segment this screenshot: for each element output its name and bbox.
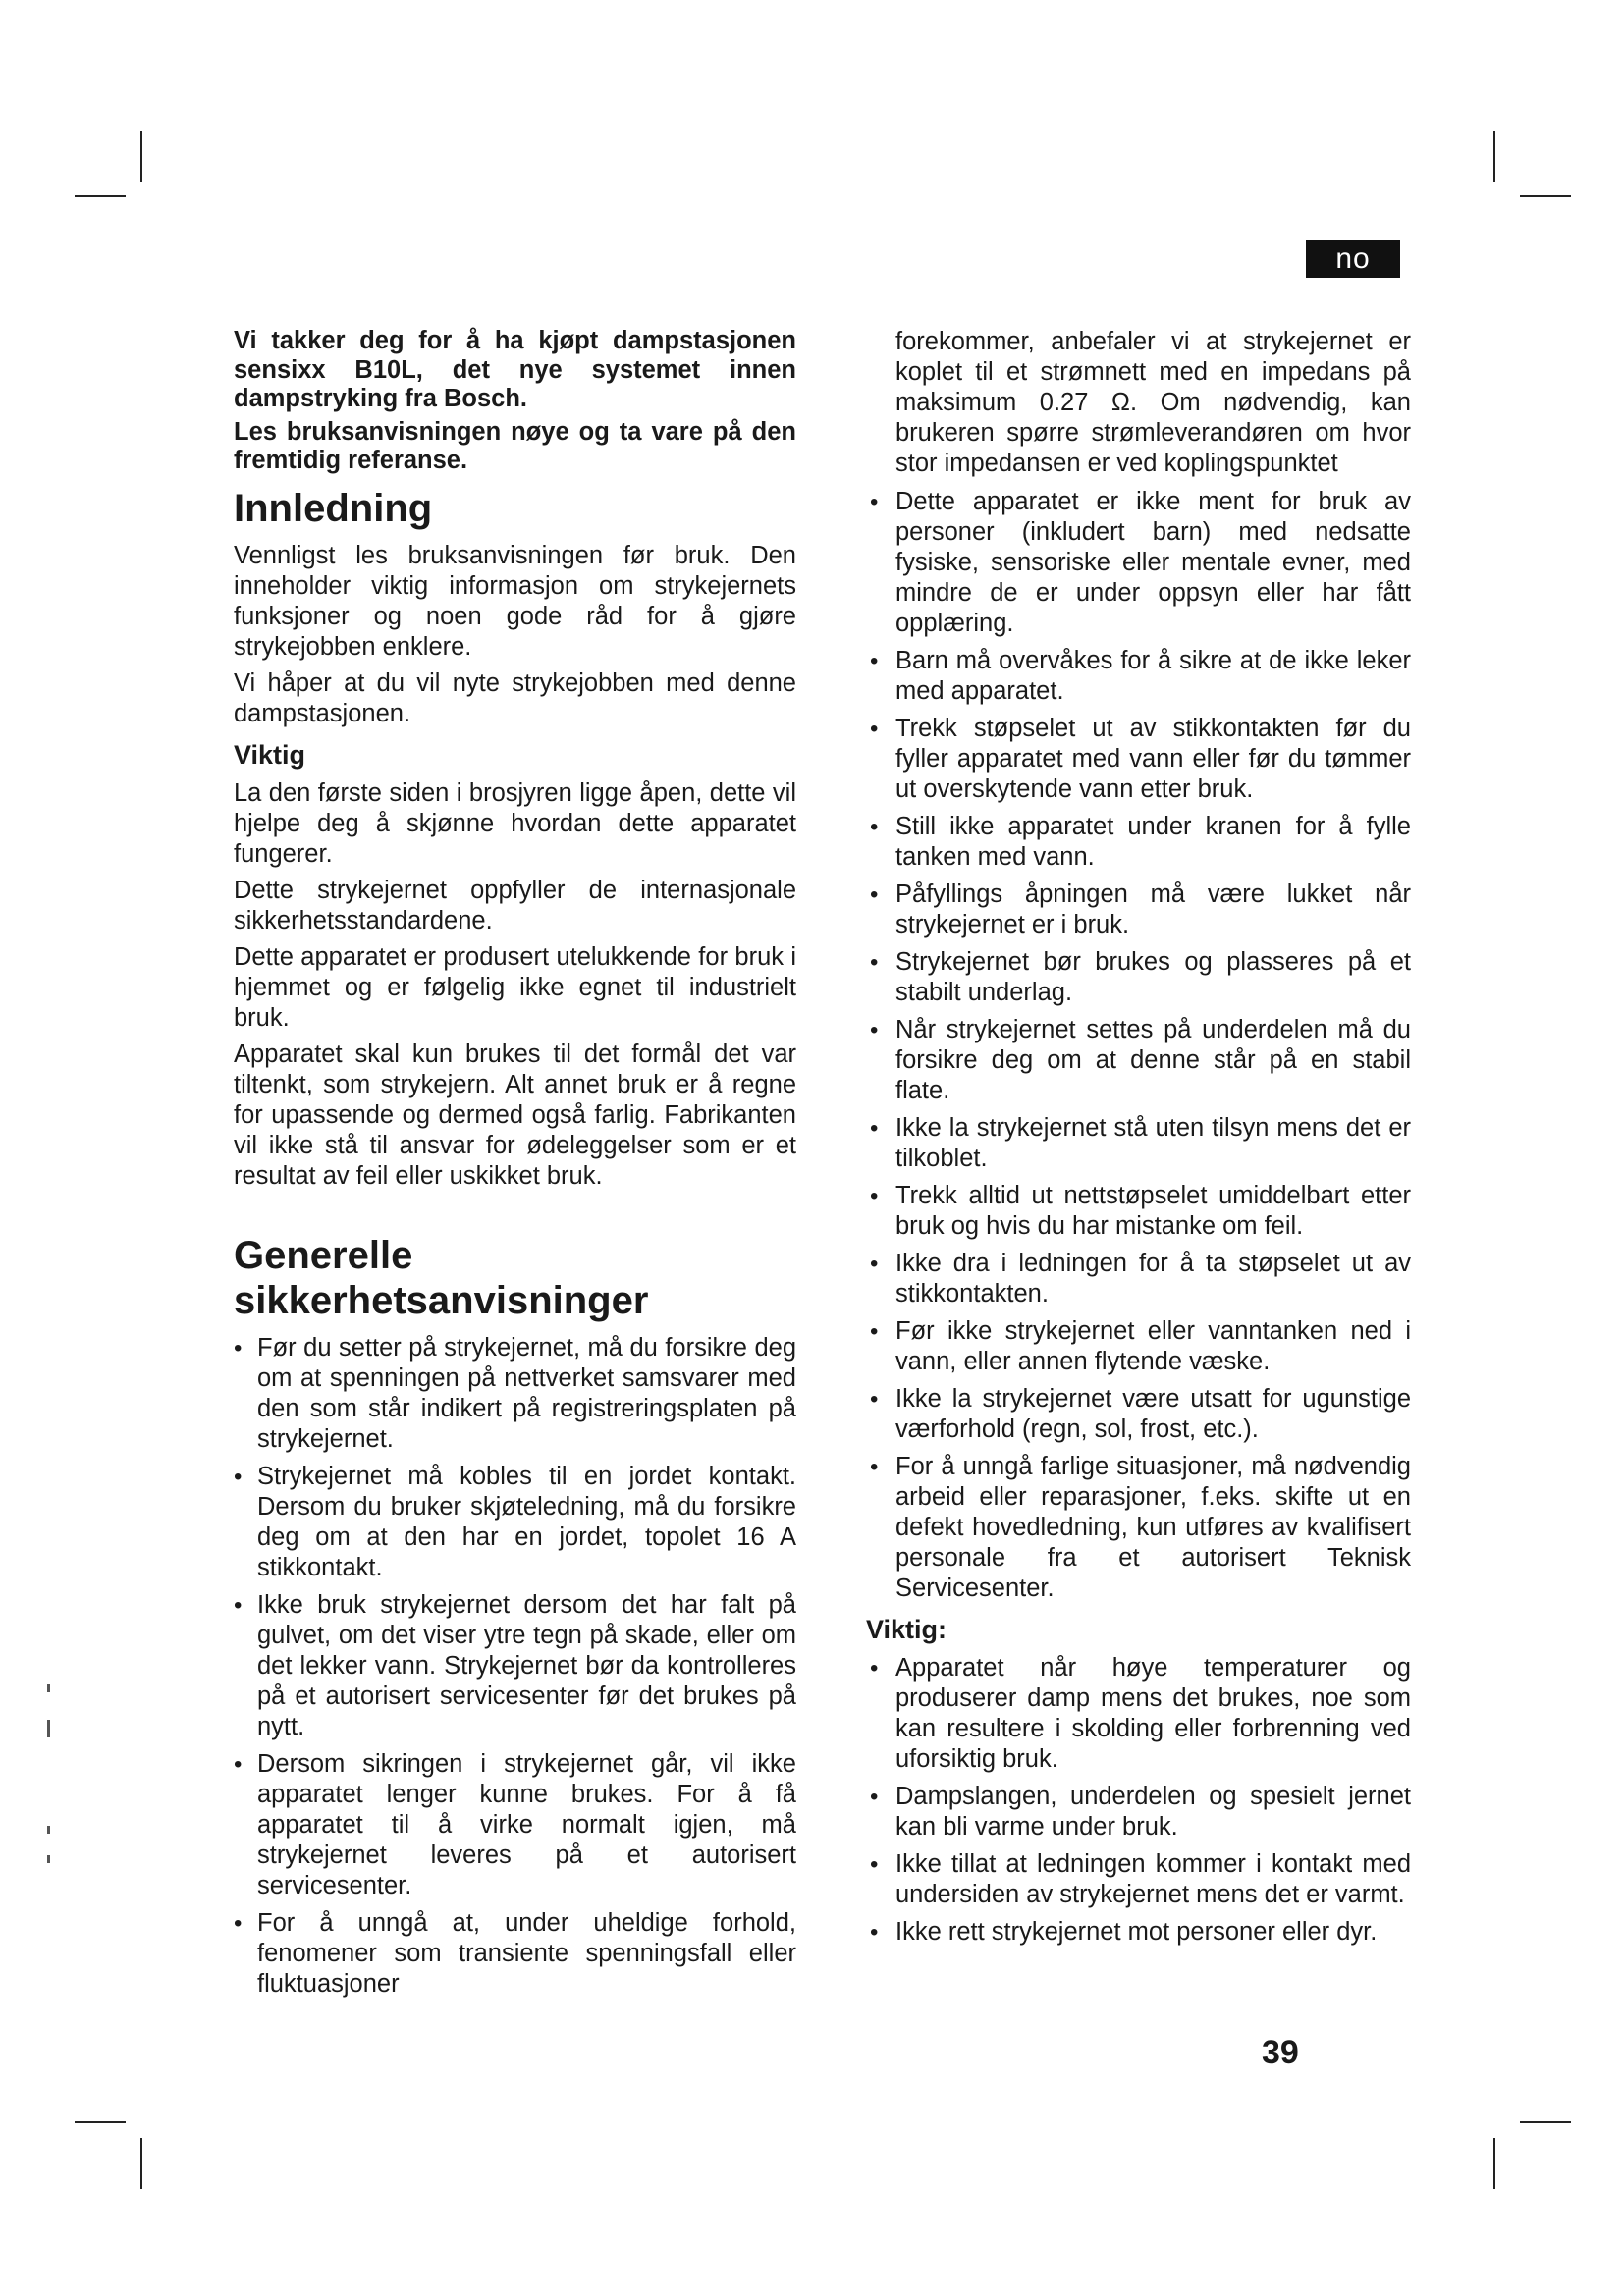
- right-column: [866, 327, 1411, 1954]
- safety-list-right: [866, 487, 1411, 1604]
- heading-generelle: [234, 1233, 796, 1323]
- crop-mark-bottom-right-horizontal: [1520, 2121, 1571, 2123]
- crop-mark-top-right-vertical: [1493, 131, 1495, 182]
- list-item-continuation: forekommer, anbefaler vi at strykejernet er koplet til et strømnett med en impedans på maksimum 0.27 Ω. Om nødvendig, kan brukeren spørre strømleverandøren om hvor stor impedansen er ved koplingspunktet: [895, 328, 1411, 477]
- list-item: • Før ikke strykejernet eller vanntanken ned i vann, eller annen flytende væske.: [866, 1316, 1411, 1377]
- margin-speck: [47, 1855, 50, 1863]
- list-item: • Ikke bruk strykejernet dersom det har falt på gulvet, om det viser ytre tegn på skade, eller om det lekker vann. Strykejernet bør da kontrolleres på et autorisert servicesenter før det brukes på nytt.: [234, 1590, 796, 1742]
- list-item: • Ikke la strykejernet være utsatt for ugunstige værforhold (regn, sol, frost, etc.).: [866, 1384, 1411, 1445]
- crop-mark-top-left-horizontal: [75, 195, 126, 197]
- list-item: • Trekk støpselet ut av stikkontakten før du fyller apparatet med vann eller før du tømmer ut overskytende vann etter bruk.: [866, 714, 1411, 805]
- innledning-paragraph: Vennligst les bruksanvisningen før bruk. Den inneholder viktig informasjon om strykejernets funksjoner og noen gode råd for å gjøre strykejobben enklere.: [234, 541, 796, 661]
- list-item: • Strykejernet må kobles til en jordet kontakt. Dersom du bruker skjøteledning, må du forsikre deg om at den har en jordet, topolet 16 A stikkontakt.: [234, 1462, 796, 1583]
- intro-read-instructions: Les bruksanvisningen nøye og ta vare på den fremtidig referanse.: [234, 417, 796, 474]
- safety-list-left: [234, 1333, 796, 2000]
- heading-innledning: Innledning: [234, 486, 433, 530]
- margin-speck: [47, 1684, 50, 1692]
- list-item: • Barn må overvåkes for å sikre at de ikke leker med apparatet.: [866, 646, 1411, 707]
- crop-mark-top-left-vertical: [140, 131, 142, 182]
- viktig-paragraph: La den første siden i brosjyren ligge åpen, dette vil hjelpe deg å skjønne hvordan dette apparatet fungerer.: [234, 778, 796, 868]
- list-item: • For å unngå at, under uheldige forhold, fenomener som transiente spenningsfall eller fluktuasjoner: [234, 1908, 796, 2000]
- left-column: [234, 327, 796, 2006]
- page-number: 39: [1262, 2034, 1299, 2071]
- list-item: • Ikke dra i ledningen for å ta støpselet ut av stikkontakten.: [866, 1249, 1411, 1309]
- list-item: • Dette apparatet er ikke ment for bruk av personer (inkludert barn) med nedsatte fysiske, sensoriske eller mentale evner, med mindre de er under oppsyn eller har fått opplæring.: [866, 487, 1411, 639]
- list-item: • Strykejernet bør brukes og plasseres på et stabilt underlag.: [866, 947, 1411, 1008]
- list-item: • Dampslangen, underdelen og spesielt jernet kan bli varme under bruk.: [866, 1782, 1411, 1842]
- list-item: • Ikke tillat at ledningen kommer i kontakt med undersiden av strykejernet mens det er varmt.: [866, 1849, 1411, 1910]
- list-item: • Ikke rett strykejernet mot personer eller dyr.: [866, 1917, 1411, 1948]
- intro-thanks: Vi takker deg for å ha kjøpt dampstasjonen sensixx B10L, det nye systemet innen dampstryking fra Bosch.: [234, 327, 796, 412]
- viktig-paragraph: Dette strykejernet oppfyller de internasjonale sikkerhetsstandardene.: [234, 876, 796, 934]
- heading-generelle-line1: Generelle: [234, 1233, 413, 1277]
- viktig-paragraph: Apparatet skal kun brukes til det formål det var tiltenkt, som strykejern. Alt annet bruk er å regne for upassende og dermed også farlig. Fabrikanten vil ikke stå til ansvar for ødeleggelser som er et resultat av feil eller uskikket bruk.: [234, 1040, 796, 1190]
- heading-viktig: Viktig: [234, 739, 306, 770]
- list-item: • Når strykejernet settes på underdelen må du forsikre deg om at denne står på en stabil flate.: [866, 1015, 1411, 1106]
- crop-mark-bottom-left-horizontal: [75, 2121, 126, 2123]
- list-item: • Påfyllings åpningen må være lukket når strykejernet er i bruk.: [866, 880, 1411, 940]
- list-item: • Ikke la strykejernet stå uten tilsyn mens det er tilkoblet.: [866, 1113, 1411, 1174]
- language-badge: no: [1306, 240, 1400, 278]
- crop-mark-top-right-horizontal: [1520, 195, 1571, 197]
- heading-viktig-colon: Viktig:: [866, 1615, 947, 1644]
- list-item: • For å unngå farlige situasjoner, må nødvendig arbeid eller reparasjoner, f.eks. skifte ut en defekt hovedledning, kun utføres av kvalifisert personale fra et autorisert Teknisk Servicesenter.: [866, 1452, 1411, 1604]
- list-item: • Før du setter på strykejernet, må du forsikre deg om at spenningen på nettverket samsvarer med den som står indikert på registreringsplaten på strykejernet.: [234, 1333, 796, 1455]
- list-item: • Trekk alltid ut nettstøpselet umiddelbart etter bruk og hvis du har mistanke om feil.: [866, 1181, 1411, 1242]
- margin-speck: [47, 1720, 50, 1737]
- viktig-paragraph: Dette apparatet er produsert utelukkende for bruk i hjemmet og er følgelig ikke egnet til industrielt bruk.: [234, 942, 796, 1032]
- list-item: • Dersom sikringen i strykejernet går, vil ikke apparatet lenger kunne brukes. For å få apparatet til å virke normalt igjen, må strykejernet leveres på et autorisert servicesenter.: [234, 1749, 796, 1901]
- crop-mark-bottom-left-vertical: [140, 2138, 142, 2189]
- margin-speck: [47, 1826, 50, 1834]
- important-list: [866, 1653, 1411, 1948]
- list-item: • Apparatet når høye temperaturer og produserer damp mens det brukes, noe som kan resultere i skolding eller forbrenning ved uforsiktig bruk.: [866, 1653, 1411, 1775]
- innledning-paragraph: Vi håper at du vil nyte strykejobben med denne dampstasjonen.: [234, 668, 796, 727]
- crop-mark-bottom-right-vertical: [1493, 2138, 1495, 2189]
- heading-generelle-line2: sikkerhetsanvisninger: [234, 1278, 649, 1322]
- list-item: • Still ikke apparatet under kranen for å fylle tanken med vann.: [866, 812, 1411, 873]
